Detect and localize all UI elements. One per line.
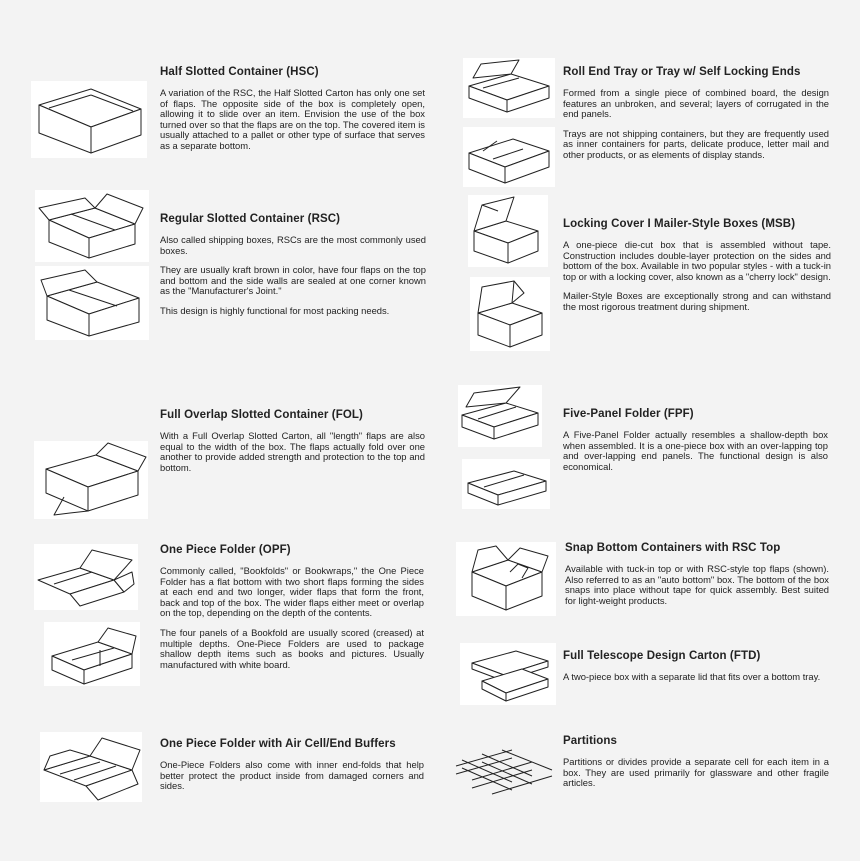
fpf-description: A Five-Panel Folder actually resembles a shallow-depth box when assembled. It is a one-piece box with an over-lapping top and over-lapping end panels. The functional design is also economical. <box>563 429 828 472</box>
hsc-box-illustration <box>31 81 147 158</box>
ftd-section <box>563 650 828 692</box>
hsc-description: A variation of the RSC, the Half Slotted Carton has only one set of flaps. The opposite side of the box is completely open, allowing it to slide over an item. Envision the use of the box turned over so that the flaps are on the top. The covered item is usually attached to a pallet or other type of surface that serves as a separate bottom. <box>160 87 425 151</box>
opf-title: One Piece Folder (OPF) <box>160 544 291 556</box>
opf-description-2: The four panels of a Bookfold are usually scored (creased) at multiple depths. One-Piece Folders are used to package shallow depth items such as books and pictures. Usually manufactured with white board. <box>160 626 424 670</box>
tray-closed-illustration <box>463 127 555 187</box>
ftd-title: Full Telescope Design Carton (FTD) <box>563 650 761 662</box>
rsc-description-2: They are usually kraft brown in color, have four flaps on the top and bottom and the side walls are sealed at one corner known as the "Manufacturer's Joint." <box>160 264 426 297</box>
msb-description-1: A one-piece die-cut box that is assembled without tape. Construction includes double-layer protection on the sides and bottom of the box. Available in two popular styles - with a tuck-in top or with a locking cover, also known as a "cherry lock" design. <box>563 239 831 282</box>
opf-air-description: One-Piece Folders also come with inner end-folds that help better protect the product inside from damaged corners and sides. <box>160 759 424 792</box>
msb-section <box>563 218 831 322</box>
partitions-illustration <box>452 746 556 798</box>
snap-description: Available with tuck-in top or with RSC-style top flaps (shown). Also referred to as an "auto bottom" box. The bottom of the box snaps into place without tape for quick assembly. Best suited for light-weight products. <box>565 563 829 606</box>
rsc-title: Regular Slotted Container (RSC) <box>160 213 341 225</box>
ftd-description: A two-piece box with a separate lid that fits over a bottom tray. <box>563 671 821 682</box>
msb-title: Locking Cover I Mailer-Style Boxes (MSB) <box>563 218 796 230</box>
tray-description-1: Formed from a single piece of combined board, the design features an unbroken, and several; layers of corrugated in the end panels. <box>563 87 829 120</box>
tray-section <box>563 66 829 170</box>
fol-description: With a Full Overlap Slotted Carton, all "length" flaps are also equal to the width of the box. The flaps actually fold over one another to provide added strength and protection to the top and bottom. <box>160 430 425 473</box>
fpf-section <box>563 408 828 481</box>
ftd-illustration <box>460 643 556 705</box>
opf-air-title: One Piece Folder with Air Cell/End Buffers <box>160 738 396 750</box>
partitions-title: Partitions <box>563 735 618 747</box>
snap-title: Snap Bottom Containers with RSC Top <box>565 542 781 554</box>
opf-open-illustration <box>34 544 138 610</box>
msb-open-illustration <box>468 195 548 267</box>
msb-closed-illustration <box>470 277 550 351</box>
fpf-closed-illustration <box>462 459 550 509</box>
rsc-box-closed-illustration <box>35 266 149 340</box>
fol-section <box>160 409 425 482</box>
partitions-section <box>563 735 829 798</box>
rsc-description-1: Also called shipping boxes, RSCs are the most commonly used boxes. <box>160 234 426 256</box>
fpf-open-illustration <box>458 385 542 447</box>
opf-air-cell-illustration <box>40 732 142 802</box>
hsc-section <box>160 66 425 161</box>
msb-description-2: Mailer-Style Boxes are exceptionally strong and can withstand the most rigorous treatment during shipment. <box>563 290 831 312</box>
rsc-box-open-illustration <box>35 190 149 262</box>
tray-open-illustration <box>463 58 555 118</box>
tray-description-2: Trays are not shipping containers, but they are frequently used as inner containers for parts, delicate produce, letter mail and other products, or as elements of display stands. <box>563 127 829 160</box>
fol-box-illustration <box>34 441 148 519</box>
partitions-description: Partitions or divides provide a separate cell for each item in a box. They are used primarily for glassware and other fragile articles. <box>563 756 829 789</box>
opf-air-section <box>160 738 424 801</box>
hsc-title: Half Slotted Container (HSC) <box>160 66 319 78</box>
snap-bottom-illustration <box>456 542 556 616</box>
opf-description-1: Commonly called, "Bookfolds" or Bookwraps," the One Piece Folder has a flat bottom with two short flaps forming the sides at each end and two longer, wider flaps that form the front, back and top of the box. The wider flaps either meet or overlap on the top, depending on the depth of the contents. <box>160 565 424 619</box>
fol-title: Full Overlap Slotted Container (FOL) <box>160 409 363 421</box>
rsc-description-3: This design is highly functional for most packing needs. <box>160 304 390 316</box>
opf-section <box>160 544 424 679</box>
tray-title: Roll End Tray or Tray w/ Self Locking Ends <box>563 66 801 78</box>
opf-closed-illustration <box>44 622 140 686</box>
rsc-section <box>160 213 426 326</box>
snap-section <box>565 542 829 615</box>
fpf-title: Five-Panel Folder (FPF) <box>563 408 694 420</box>
